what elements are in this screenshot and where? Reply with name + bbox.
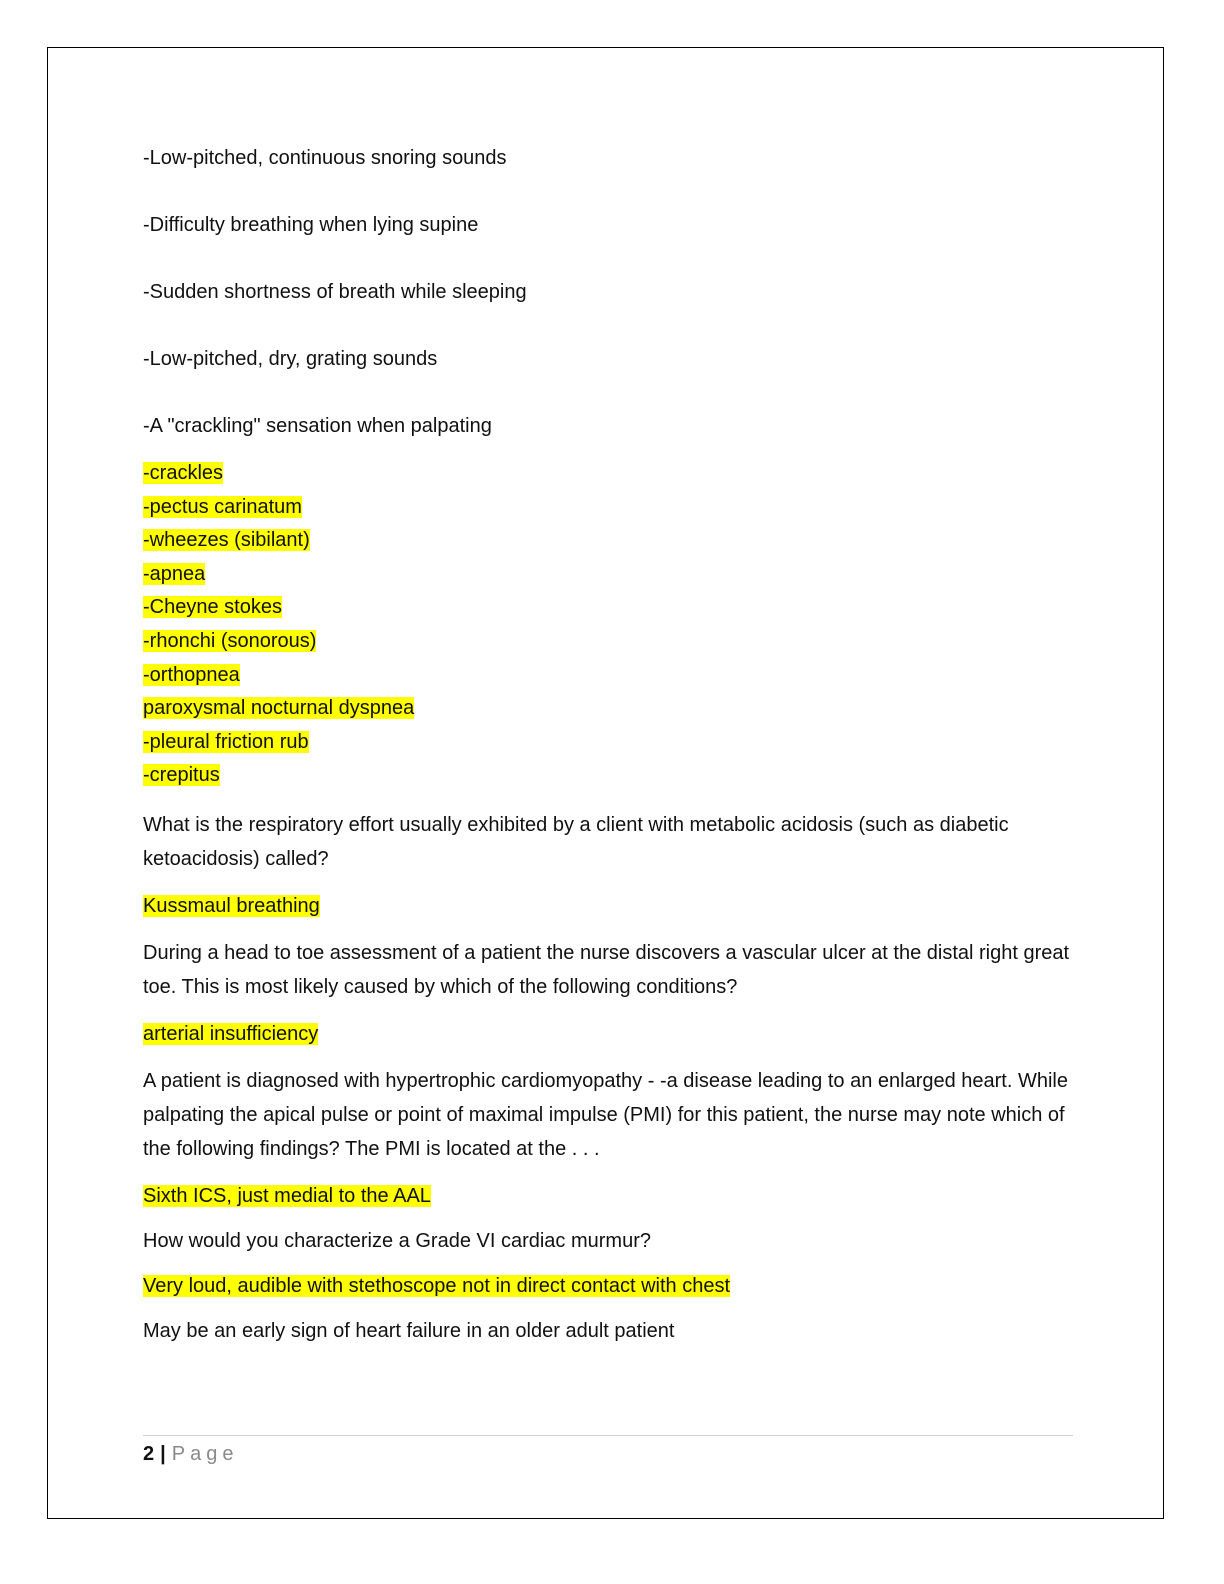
- answer-item: -pleural friction rub: [143, 730, 309, 753]
- footer-separator: |: [160, 1443, 166, 1465]
- question-text: How would you characterize a Grade VI cardiac murmur?: [143, 1229, 651, 1252]
- answer-item: -orthopnea: [143, 663, 240, 686]
- page-footer: [143, 1435, 1073, 1468]
- question-text: May be an early sign of heart failure in an older adult patient: [143, 1319, 675, 1342]
- answer-item: -crackles: [143, 462, 224, 484]
- item-text: -A "crackling" sensation when palpating: [143, 415, 492, 437]
- item-text: -Difficulty breathing when lying supine: [143, 214, 479, 236]
- question-text: What is the respiratory effort usually exhibited by a client with metabolic acidosis (such as diabetic ketoacidosis) called?: [143, 813, 1009, 870]
- answer-text: Sixth ICS, just medial to the AAL: [143, 1184, 431, 1207]
- answer-item: -wheezes (sibilant): [143, 529, 310, 552]
- answer-list: [143, 457, 1073, 793]
- answer-item: -pectus carinatum: [143, 495, 302, 518]
- answer-text: Kussmaul breathing: [143, 894, 320, 917]
- document-body: [143, 143, 1073, 1346]
- answer-item: paroxysmal nocturnal dyspnea: [143, 697, 415, 720]
- page-label: Page: [171, 1443, 239, 1465]
- answer-item: -crepitus: [143, 764, 220, 787]
- item-text: -Low-pitched, dry, grating sounds: [143, 348, 438, 370]
- question-text: During a head to toe assessment of a patient the nurse discovers a vascular ulcer at the distal right great toe. This is most likely caused by which of the following conditions?: [143, 941, 1070, 998]
- item-text: -Sudden shortness of breath while sleeping: [143, 281, 527, 303]
- question-text: A patient is diagnosed with hypertrophic cardiomyopathy - -a disease leading to an enlarged heart. While palpating the apical pulse or point of maximal impulse (PMI) for this patient, the nurse may note which of the following findings? The PMI is located at the . . .: [143, 1069, 1068, 1160]
- answer-item: -Cheyne stokes: [143, 596, 282, 619]
- page-number: 2: [143, 1443, 155, 1465]
- answer-item: -rhonchi (sonorous): [143, 629, 317, 652]
- answer-text: Very loud, audible with stethoscope not in direct contact with chest: [143, 1274, 731, 1297]
- answer-item: -apnea: [143, 562, 206, 585]
- answer-text: arterial insufficiency: [143, 1022, 319, 1045]
- item-text: -Low-pitched, continuous snoring sounds: [143, 147, 507, 169]
